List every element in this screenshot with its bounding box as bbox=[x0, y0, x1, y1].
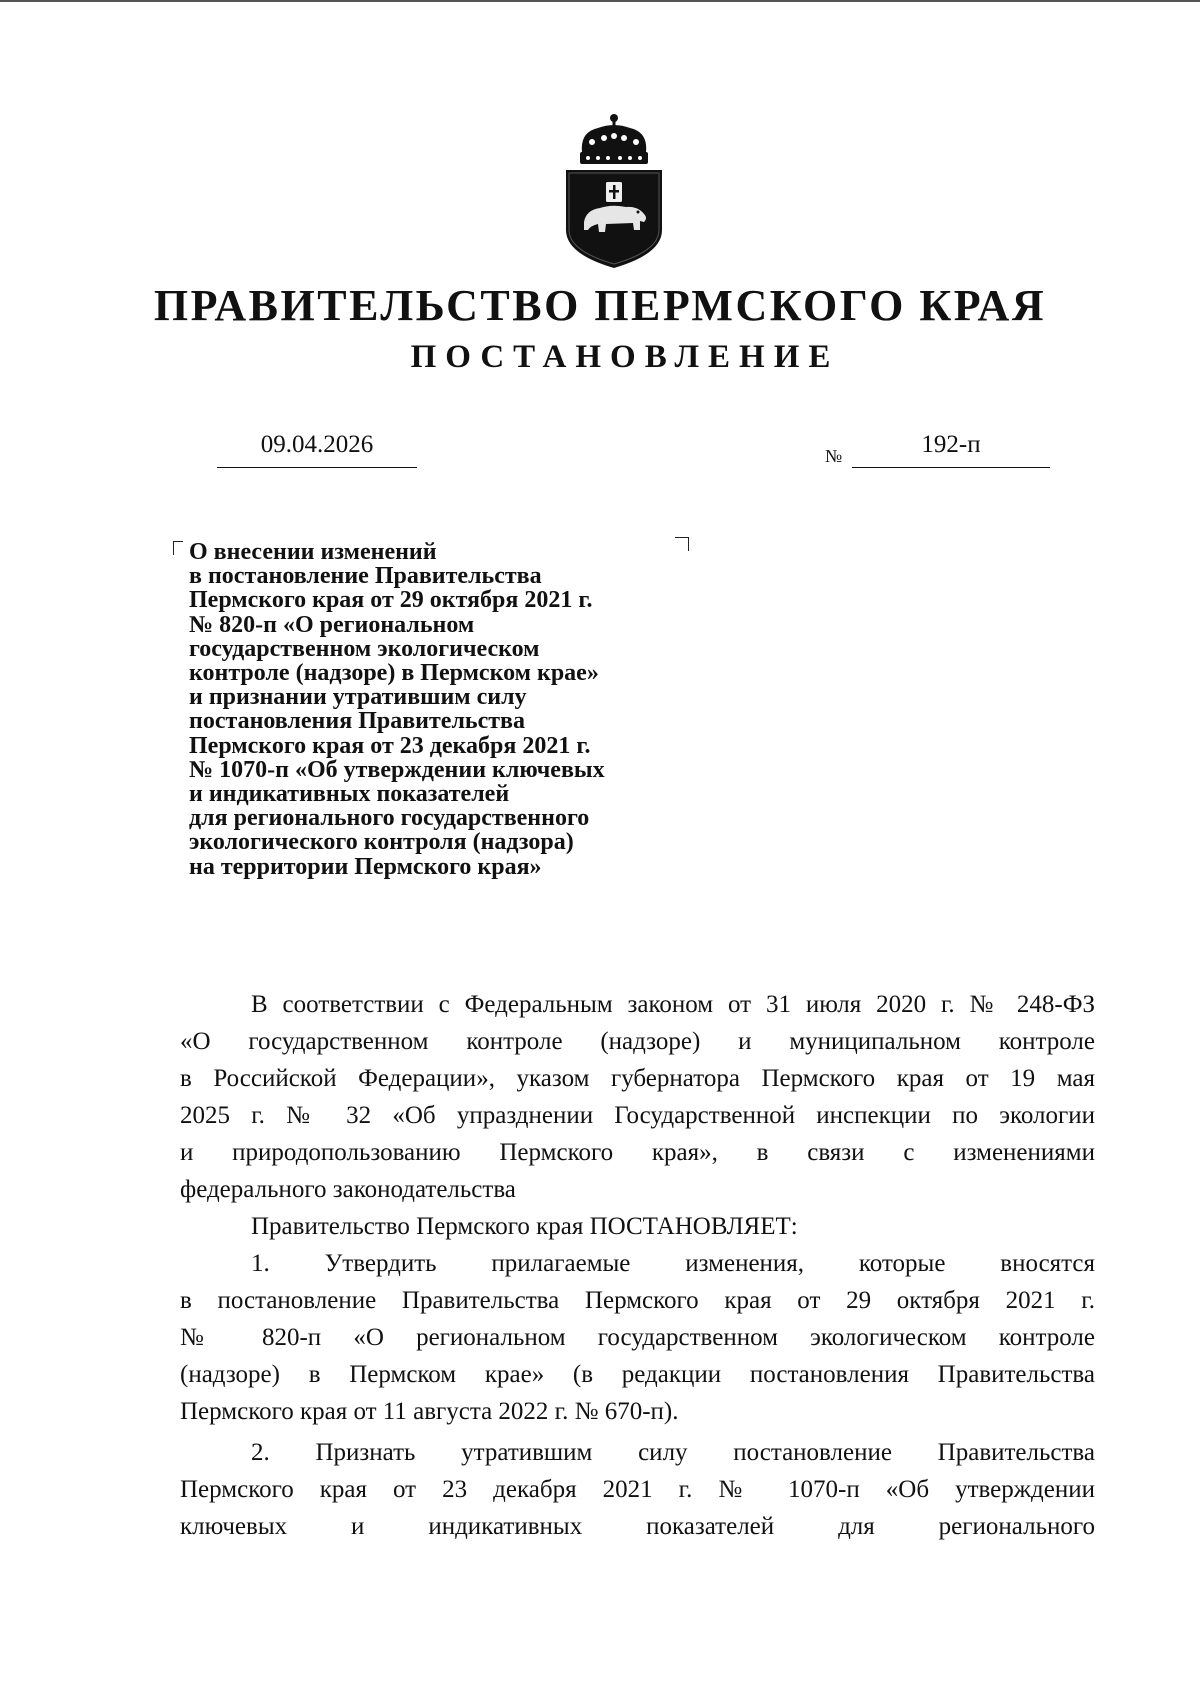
body-line: федерального законодательства bbox=[180, 1176, 516, 1203]
body-line: в Российской Федерации», указом губернатора Пермского края от 19 мая bbox=[180, 1065, 1095, 1092]
scan-top-edge bbox=[0, 0, 1200, 2]
body-line: «О государственном контроле (надзоре) и муниципальном контроле bbox=[180, 1028, 1095, 1055]
body-line: ключевых и индикативных показателей для регионального bbox=[180, 1513, 1095, 1540]
subject-line: О внесении изменений bbox=[189, 539, 437, 565]
document-number: 192-п bbox=[921, 431, 981, 458]
subject-line: № 820-п «О региональном bbox=[189, 611, 475, 638]
subject-line: постановления Правительства bbox=[189, 708, 525, 735]
item-1-paragraph bbox=[180, 1245, 1095, 1430]
subject-line: государственном экологическом bbox=[189, 635, 540, 662]
subject-corner-mark-left bbox=[173, 541, 183, 555]
body-line: и природопользованию Пермского края», в связи с изменениями bbox=[180, 1139, 1095, 1166]
number-sign: № bbox=[825, 446, 843, 466]
organization-title: ПРАВИТЕЛЬСТВО ПЕРМСКОГО КРАЯ bbox=[153, 281, 1047, 330]
subject-line: контроле (надзоре) в Пермском крае» bbox=[189, 660, 599, 687]
subject-line: № 1070-п «Об утверждении ключевых bbox=[189, 756, 605, 783]
body-line: Пермского края от 23 декабря 2021 г. № 1070-п «Об утверждении bbox=[180, 1476, 1095, 1503]
perm-krai-coat-of-arms-icon bbox=[560, 112, 668, 268]
subject-line: для регионального государственного bbox=[189, 805, 590, 832]
body-line: 1. Утвердить прилагаемые изменения, которые вносятся bbox=[251, 1250, 1095, 1277]
body-line: 2. Признать утратившим силу постановление Правительства bbox=[251, 1439, 1095, 1466]
item-2-paragraph bbox=[180, 1434, 1095, 1545]
subject-line: Пермского края от 23 декабря 2021 г. bbox=[189, 732, 591, 759]
document-date: 09.04.2026 bbox=[260, 431, 374, 458]
subject-line: Пермского края от 29 октября 2021 г. bbox=[189, 587, 593, 614]
preamble-paragraph bbox=[180, 986, 1095, 1208]
body-line: (надзоре) в Пермском крае» (в редакции постановления Правительства bbox=[180, 1361, 1095, 1388]
document-body bbox=[180, 986, 1095, 1545]
body-line: В соответствии с Федеральным законом от 31 июля 2020 г. № 248-ФЗ bbox=[251, 991, 1095, 1018]
subject-line: на территории Пермского края» bbox=[189, 853, 542, 880]
document-number-field bbox=[852, 427, 1050, 468]
subject-line: в постановление Правительства bbox=[189, 563, 542, 590]
subject-line: и индикативных показателей bbox=[189, 781, 510, 808]
document-subject bbox=[189, 540, 729, 879]
resolves-line: Правительство Пермского края ПОСТАНОВЛЯЕТ: bbox=[251, 1213, 798, 1240]
body-line: в постановление Правительства Пермского края от 29 октября 2021 г. bbox=[180, 1287, 1095, 1314]
body-line: № 820-п «О региональном государственном экологическом контроле bbox=[180, 1324, 1095, 1351]
body-line: 2025 г. № 32 «Об упразднении Государственной инспекции по экологии bbox=[180, 1102, 1095, 1129]
document-type-heading: ПОСТАНОВЛЕНИЕ bbox=[410, 339, 840, 375]
document-date-field bbox=[217, 427, 417, 468]
subject-line: и признании утратившим силу bbox=[189, 684, 527, 711]
body-line: Пермского края от 11 августа 2022 г. № 670-п). bbox=[180, 1398, 679, 1425]
subject-line: экологического контроля (надзора) bbox=[189, 829, 574, 856]
